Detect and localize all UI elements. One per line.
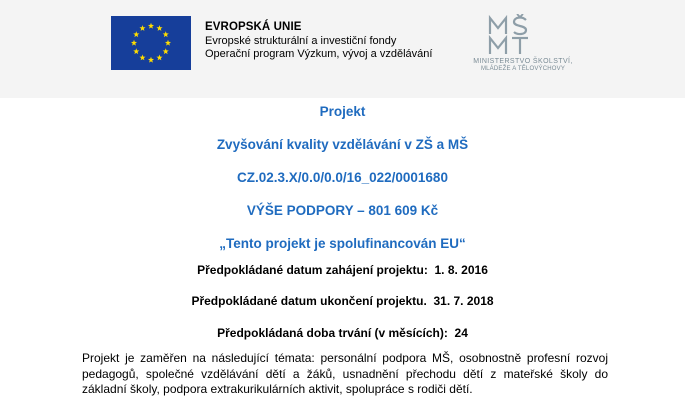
- project-support: VÝŠE PODPORY – 801 609 Kč: [246, 203, 439, 218]
- project-title-block: [0, 101, 685, 266]
- eu-star-icon: [148, 57, 154, 63]
- eu-star-icon: [131, 40, 137, 46]
- eu-star-icon: [165, 40, 171, 46]
- project-code: CZ.02.3.X/0.0/0.0/16_022/0001680: [237, 170, 448, 185]
- eu-star-icon: [148, 23, 154, 29]
- project-cofinance: „Tento projekt je spolufinancován EU“: [219, 236, 466, 251]
- project-name: Zvyšování kvality vzdělávání v ZŠ a MŠ: [216, 137, 469, 152]
- end-date: Předpokládané datum ukončení projektu. 31. 7. 2018: [191, 294, 494, 308]
- project-label: Projekt: [319, 104, 366, 119]
- eu-star-icon: [139, 55, 145, 61]
- eu-star-icon: [133, 31, 139, 37]
- eu-flag-icon: [111, 16, 191, 70]
- eu-star-icon: [156, 25, 162, 31]
- eu-funds-line: Evropské strukturální a investiční fondy: [205, 34, 397, 47]
- eu-star-icon: [139, 25, 145, 31]
- eu-star-icon: [163, 48, 169, 54]
- project-description: Projekt je zaměřen na následující témata: personální podpora MŠ, osobnostně profesní rozvoj pedagogů, společné vzdělávání dětí a žáků, usnadnění přechodu dětí z mateřské školy do základní školy, podpora extrakurikulárních aktivit, spolupráce s rodiči dětí.: [82, 351, 608, 396]
- msmt-caption-line1: MINISTERSTVO ŠKOLSTVÍ,: [473, 58, 573, 65]
- msmt-caption: [458, 58, 588, 73]
- duration: Předpokládaná doba trvání (v měsících): 24: [217, 326, 468, 340]
- eu-star-icon: [156, 55, 162, 61]
- eu-title: EVROPSKÁ UNIE: [205, 21, 302, 33]
- msmt-caption-line2: MLÁDEŽE A TĚLOVÝCHOVY: [480, 65, 566, 72]
- msmt-logo-icon: [486, 14, 534, 58]
- eu-text-block: [205, 21, 432, 62]
- eu-star-icon: [163, 31, 169, 37]
- eu-star-icon: [133, 48, 139, 54]
- start-date: Předpokládané datum zahájení projektu: 1. 8. 2016: [197, 263, 488, 277]
- eu-program-line: Operační program Výzkum, vývoj a vzdělávání: [205, 48, 433, 60]
